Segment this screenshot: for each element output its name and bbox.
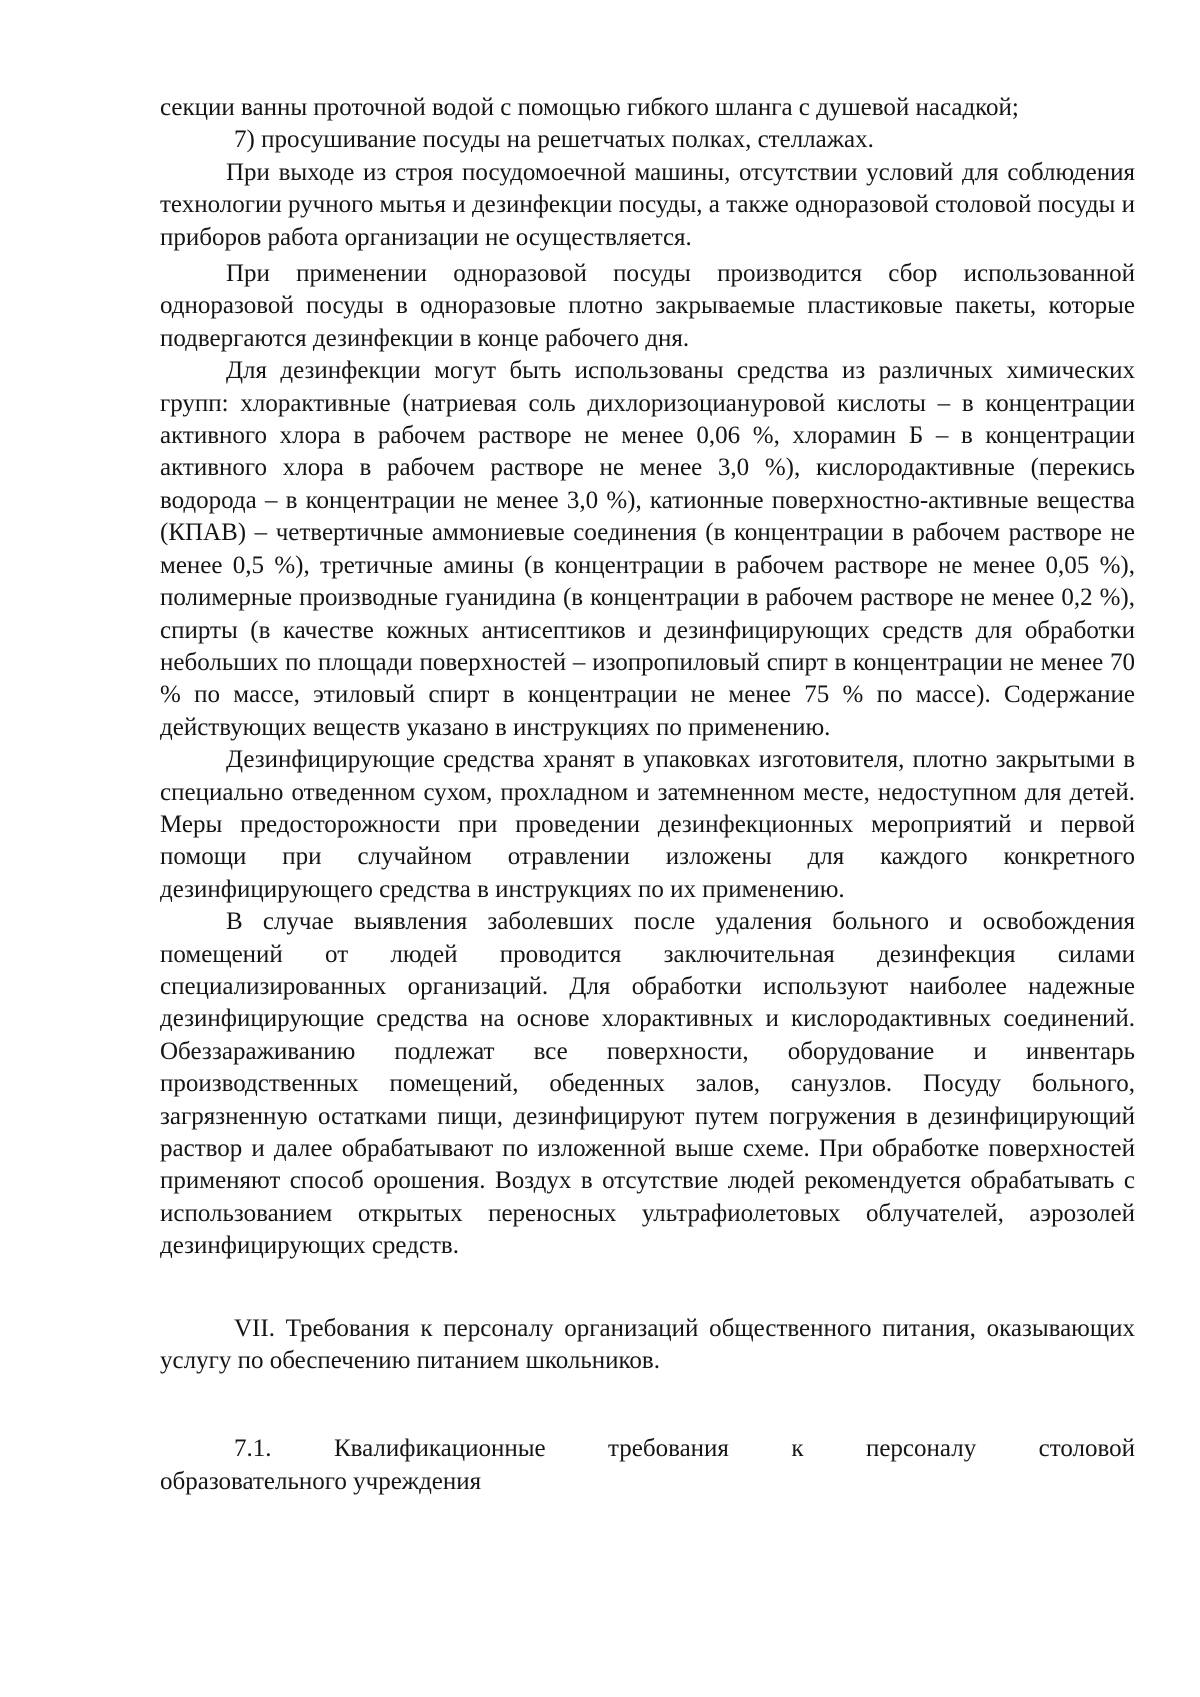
paragraph-dishwasher-failure: При выходе из строя посудомоечной машины, отсутствии условий для соблюдения технологии ручного мытья и дезинфекции посуды, а также одноразовой столовой посуды и приборов работа организации не осуществляется. (160, 158, 1135, 251)
section-heading: VII. Требования к персоналу организаций общественного питания, оказывающих услугу по обеспечению питанием школьников. (160, 1314, 1135, 1375)
list-item-7: 7) просушивание посуды на решетчатых полках, стеллажах. (234, 126, 874, 154)
document-page (160, 92, 1135, 1498)
subsection-word: Квалификационные (333, 1435, 546, 1463)
paragraph-continuation: секции ванны проточной водой с помощью гибкого шланга с душевой насадкой; (160, 94, 1019, 121)
subsection-heading-tail: образовательного учреждения (160, 1467, 482, 1495)
subsection-word: столовой (1038, 1435, 1135, 1463)
subsection-word: персоналу (865, 1435, 977, 1463)
subsection-heading (160, 1427, 1135, 1465)
paragraph-disinfectants: Для дезинфекции могут быть использованы средства из различных химических групп: хлорактивные (натриевая соль дихлоризоциануровой кислоты – в концентрации активного хлора в рабочем растворе не менее 0,06 %, хлорамин Б – в концентрации активного хлора в рабочем растворе не менее 3,0 %), кислородактивные (перекись водорода – в концентрации не менее 3,0 %), катионные поверхностно-активные вещества (КПАВ) – четвертичные аммониевые соединения (в концентрации в рабочем растворе не менее 0,5 %), третичные амины (в концентрации в рабочем растворе не менее 0,05 %), полимерные производные гуанидина (в концентрации в рабочем растворе не менее 0,2 %), спирты (в качестве кожных антисептиков и дезинфицирующих средств для обработки небольших по площади поверхностей – изопропиловый спирт в концентрации не менее 70 % по массе, этиловый спирт в концентрации не менее 75 % по массе). Содержание действующих веществ указано в инструкциях по применению. (160, 357, 1135, 741)
paragraph-storage: Дезинфицирующие средства хранят в упаковках изготовителя, плотно закрытыми в специально отведенном сухом, прохладном и затемненном месте, недоступном для детей. Меры предосторожности при проведении дезинфекционных мероприятий и первой помощи при случайном отравлении изложены для каждого конкретного дезинфицирующего средства в инструкциях по их применению. (160, 746, 1135, 903)
subsection-number: 7.1. (234, 1435, 272, 1463)
subsection-word: к (791, 1435, 804, 1463)
subsection-word: требования (608, 1435, 729, 1463)
paragraph-sick-cases: В случае выявления заболевших после удаления больного и освобождения помещений от людей проводится заключительная дезинфекция силами специализированных организаций. Для обработки используют наиболее надежные дезинфицирующие средства на основе хлорактивных и кислородактивных соединений. Обеззараживанию подлежат все поверхности, оборудование и инвентарь производственных помещений, обеденных залов, санузлов. Посуду больного, загрязненную остатками пищи, дезинфицируют путем погружения в дезинфицирующий раствор и далее обрабатывают по изложенной выше схеме. При обработке поверхностей применяют способ орошения. Воздух в отсутствие людей рекомендуется обрабатывать с использованием открытых переносных ультрафиолетовых облучателей, аэрозолей дезинфицирующих средств. (160, 908, 1135, 1260)
paragraph-disposable-dishes: При применении одноразовой посуды производится сбор использованной одноразовой посуды в одноразовые плотно закрываемые пластиковые пакеты, которые подвергаются дезинфекции в конце рабочего дня. (160, 260, 1135, 352)
